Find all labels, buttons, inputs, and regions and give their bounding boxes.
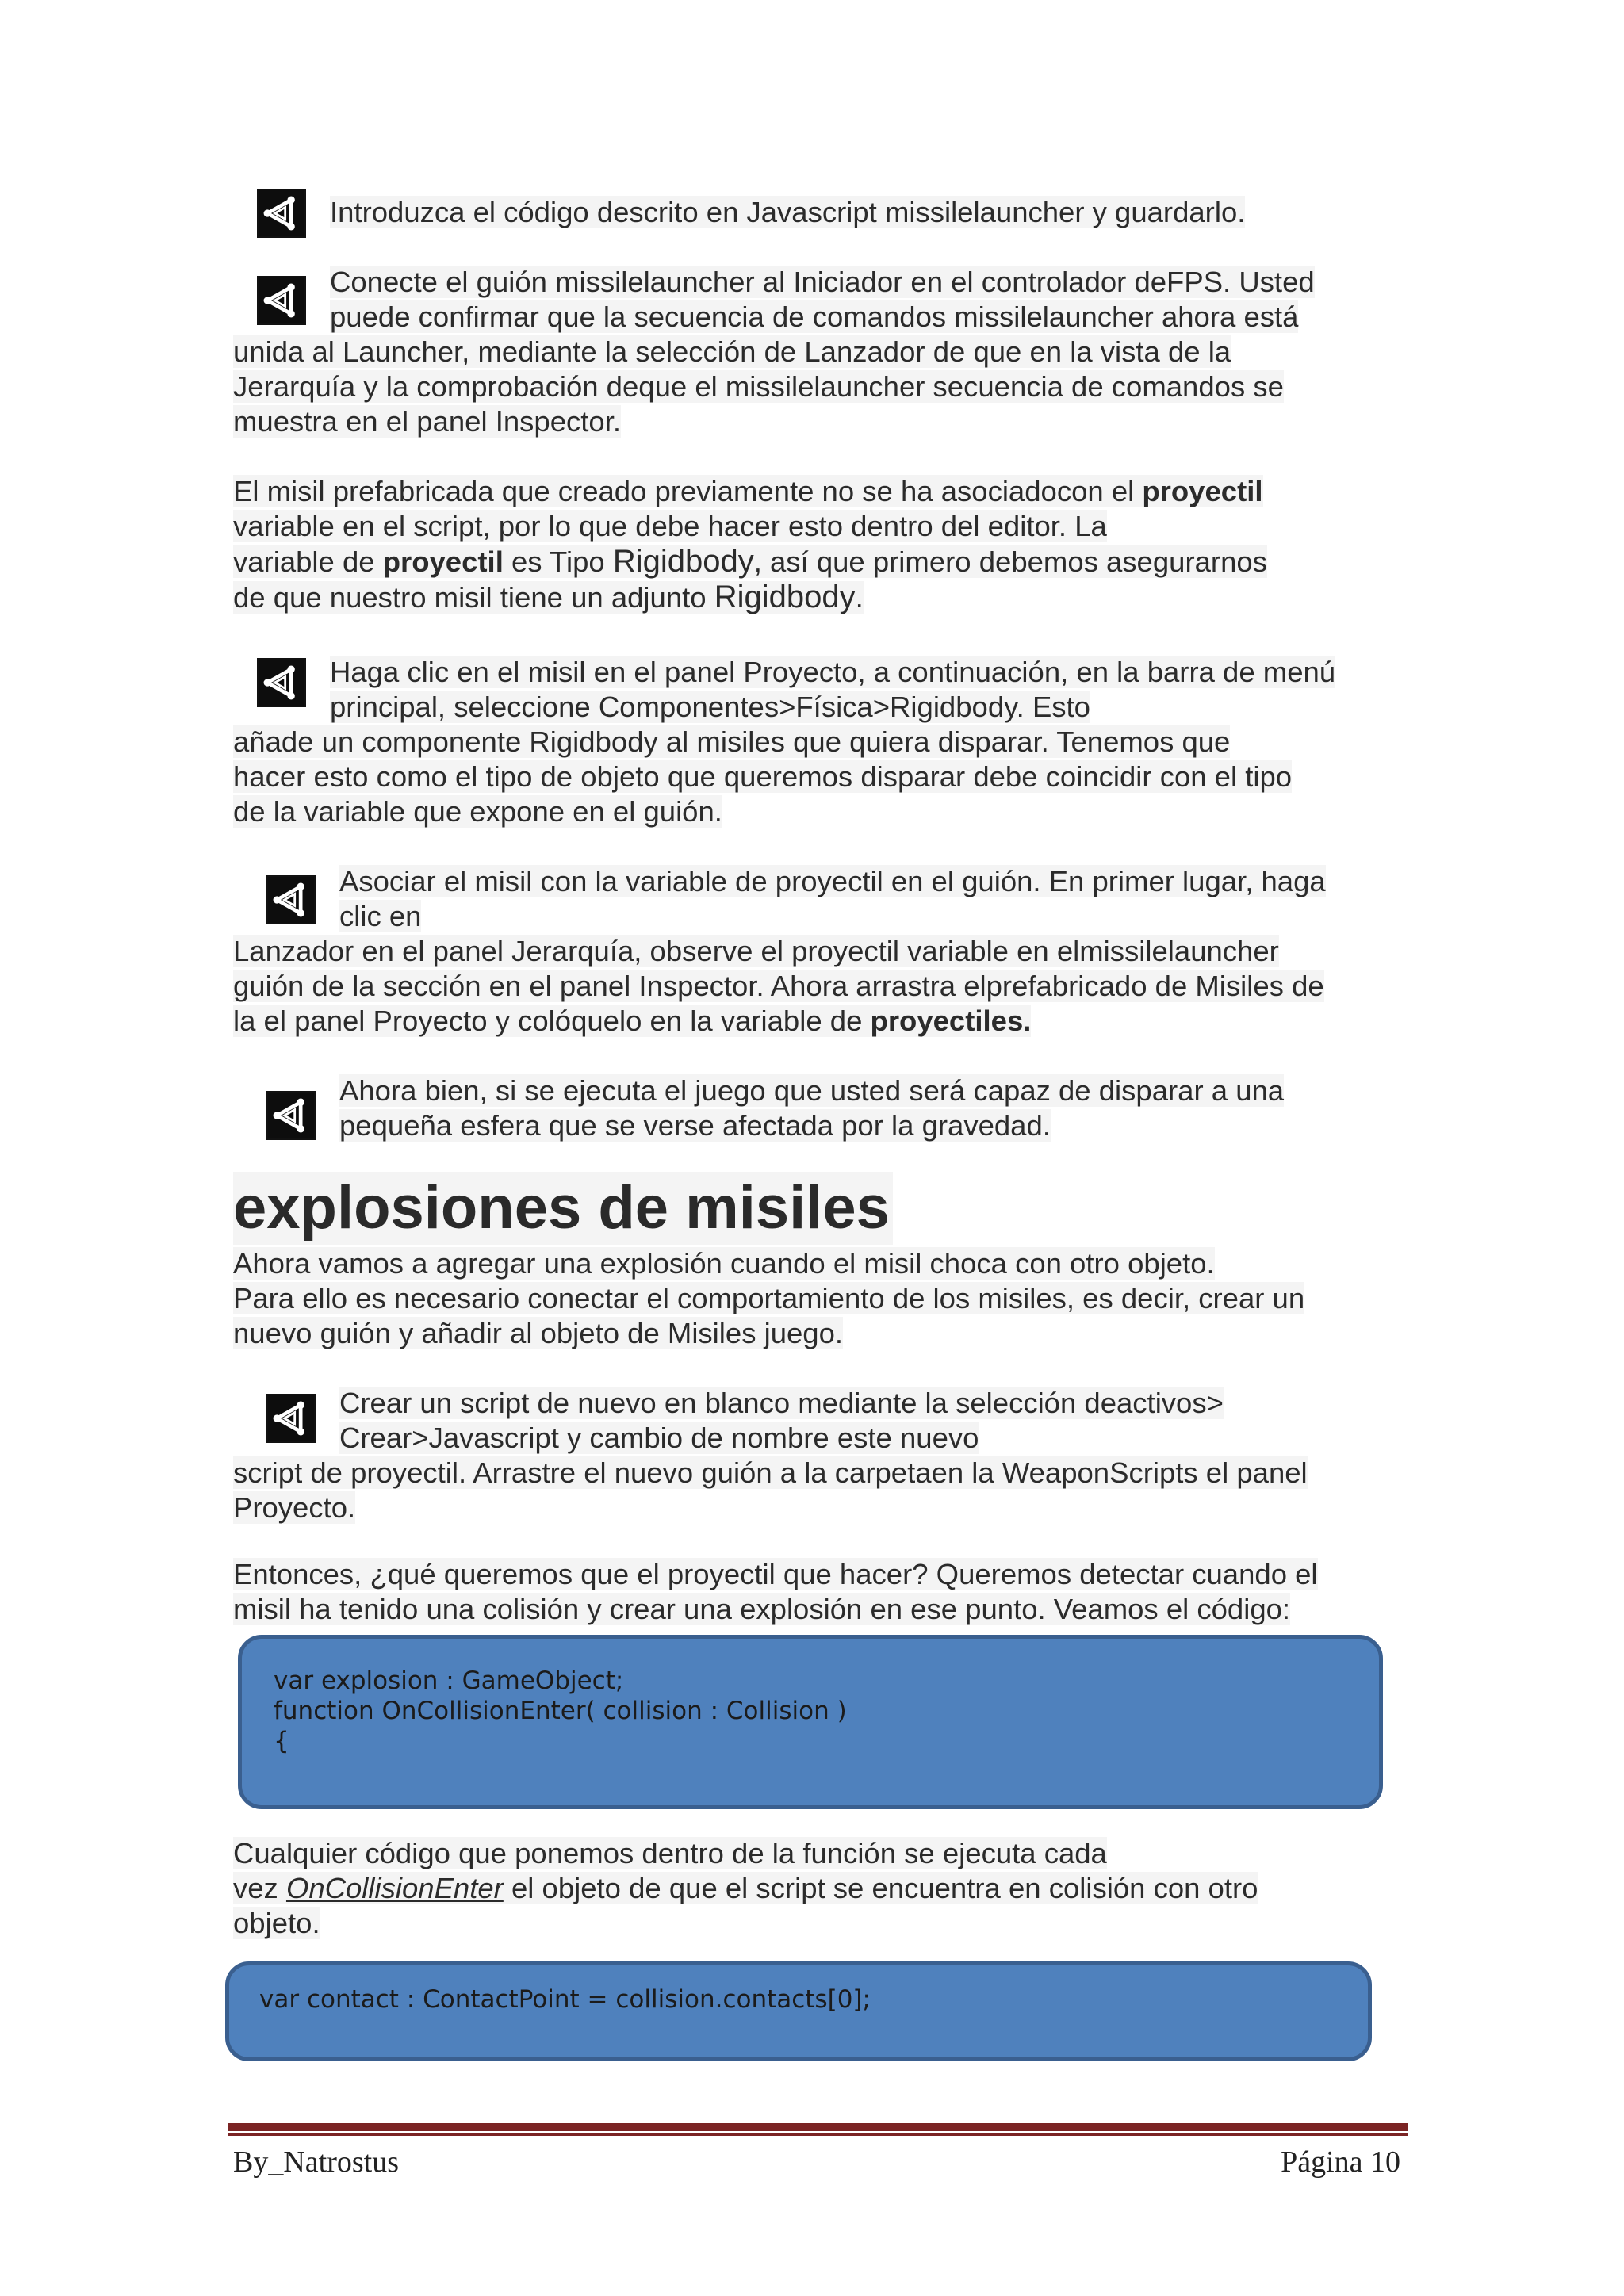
text-line: Lanzador en el panel Jerarquía, observe el proyectil variable en elmissilelauncher (233, 935, 1279, 967)
text-line: Cualquier código que ponemos dentro de la función se ejecuta cada (233, 1837, 1107, 1869)
code-block-contact (225, 1961, 1372, 2061)
text-fragment: , así que primero debemos asegurarnos (753, 545, 1267, 578)
paragraph-explosion-intro (233, 1246, 1391, 1351)
code-line: var explosion : GameObject; (274, 1667, 624, 1695)
bold-term-proyectil: proyectil (1142, 475, 1263, 507)
text-line: Crear>Javascript y cambio de nombre este nuevo (339, 1422, 979, 1454)
text-line: principal, seleccione Componentes>Física>Rigidbody. Esto (330, 691, 1090, 723)
text-fragment: de que nuestro misil tiene un adjunto (233, 581, 714, 614)
instruction-enter-code (233, 195, 1391, 230)
text-line: puede confirmar que la secuencia de comandos missilelauncher ahora está (330, 300, 1299, 333)
text-line: script de proyectil. Arrastre el nuevo guión a la carpetaen la WeaponScripts el panel (233, 1456, 1308, 1489)
footer-rule (228, 2123, 1408, 2131)
text-line: guión de la sección en el panel Inspector. Ahora arrastra elprefabricado de Misiles de (233, 970, 1324, 1002)
text-fragment: la el panel Proyecto y colóquelo en la variable de (233, 1004, 871, 1037)
text-line: Proyecto. (233, 1491, 356, 1524)
text-fragment: El misil prefabricada que creado previamente no se ha asociadocon el (233, 475, 1143, 507)
code-block-oncollision (238, 1635, 1383, 1809)
instruction-associate-missile (233, 864, 1391, 1039)
paragraph-prefab-missile (233, 474, 1391, 615)
text-line: Ahora vamos a agregar una explosión cuando el misil choca con otro objeto. (233, 1247, 1215, 1280)
term-rigidbody: Rigidbody (612, 544, 754, 579)
text-fragment: variable de (233, 545, 383, 578)
text-fragment: es Tipo (503, 545, 613, 578)
instruction-create-script (233, 1386, 1391, 1525)
text-line: Conecte el guión missilelauncher al Iniciador en el controlador deFPS. Usted (330, 266, 1315, 298)
text-line: nuevo guión y añadir al objeto de Misiles juego. (233, 1317, 844, 1349)
section-heading: explosiones de misiles (233, 1172, 893, 1245)
footer-rule-thin (228, 2133, 1408, 2136)
text-fragment: . (855, 581, 864, 614)
text-line: Introduzca el código descrito en Javascript missilelauncher y guardarlo. (330, 196, 1246, 228)
bold-term-proyectiles: proyectiles. (870, 1004, 1032, 1037)
text-line: hacer esto como el tipo de objeto que queremos disparar debe coincidir con el tipo (233, 760, 1293, 793)
footer-author: By_Natrostus (233, 2145, 399, 2179)
text-line: Crear un script de nuevo en blanco mediante la selección deactivos> (339, 1387, 1224, 1419)
text-line: añade un componente Rigidbody al misiles que quiera disparar. Tenemos que (233, 725, 1231, 758)
oncollisionenter-link[interactable]: OnCollisionEnter (285, 1872, 504, 1904)
paragraph-what-we-want (233, 1557, 1391, 1627)
text-line: de la variable que expone en el guión. (233, 795, 722, 828)
text-fragment: el objeto de que el script se encuentra en colisión con otro (503, 1872, 1258, 1904)
text-line: Ahora bien, si se ejecuta el juego que usted será capaz de disparar a una (339, 1074, 1285, 1107)
text-line: clic en (339, 900, 422, 932)
paragraph-oncollision-explain (233, 1836, 1391, 1941)
term-rigidbody: Rigidbody (714, 580, 856, 614)
text-fragment: vez (233, 1872, 286, 1904)
text-line: unida al Launcher, mediante la selección de Lanzador de que en la vista de la (233, 335, 1231, 368)
code-line: { (274, 1727, 289, 1755)
text-line: Jerarquía y la comprobación deque el missilelauncher secuencia de comandos se (233, 370, 1284, 403)
code-line: function OnCollisionEnter( collision : Collision ) (274, 1697, 847, 1725)
code-line: var contact : ContactPoint = collision.contacts[0]; (259, 1985, 871, 2014)
text-line: Para ello es necesario conectar el comportamiento de los misiles, es decir, crear un (233, 1282, 1305, 1314)
text-line: muestra en el panel Inspector. (233, 405, 621, 438)
footer-page-number: Página 10 (1281, 2145, 1400, 2179)
instruction-add-rigidbody (233, 655, 1391, 829)
instruction-connect-script (233, 265, 1391, 439)
bold-term-proyectil: proyectil (382, 545, 504, 578)
text-line: pequeña esfera que se verse afectada por la gravedad. (339, 1109, 1051, 1142)
text-line: objeto. (233, 1907, 320, 1939)
text-line: variable en el script, por lo que debe hacer esto dentro del editor. La (233, 510, 1107, 542)
text-line: Haga clic en el misil en el panel Proyecto, a continuación, en la barra de menú (330, 656, 1336, 688)
text-line: Asociar el misil con la variable de proyectil en el guión. En primer lugar, haga (339, 865, 1326, 897)
text-line: misil ha tenido una colisión y crear una explosión en ese punto. Veamos el código: (233, 1593, 1291, 1625)
text-line: Entonces, ¿qué queremos que el proyectil que hacer? Queremos detectar cuando el (233, 1558, 1318, 1590)
instruction-run-game (233, 1073, 1391, 1143)
